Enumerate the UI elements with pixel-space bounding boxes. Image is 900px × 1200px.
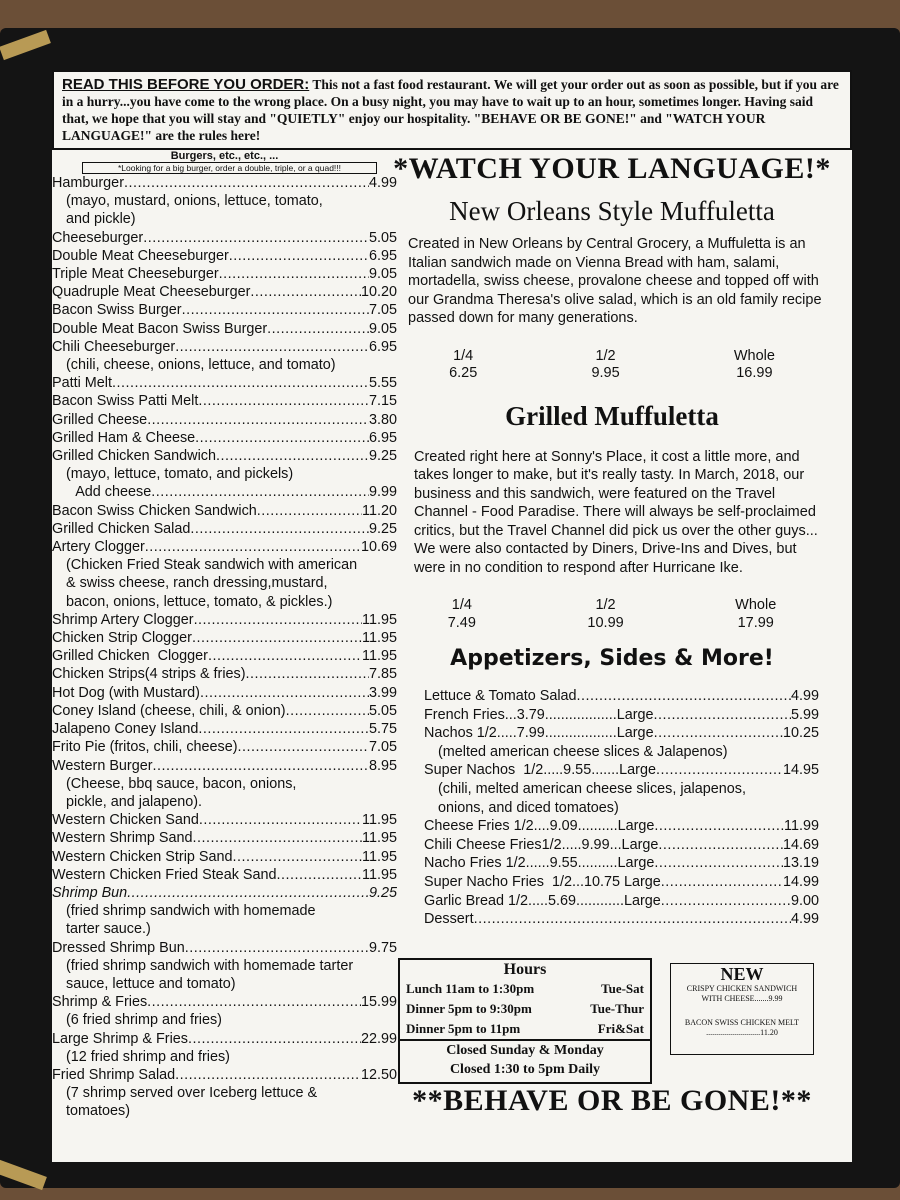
closed-sun-mon: Closed Sunday & Monday <box>446 1043 604 1058</box>
item-price: 11.20 <box>362 502 397 519</box>
item-price: 10.25 <box>782 725 819 742</box>
leader-dots <box>200 684 369 702</box>
item-price: 15.99 <box>360 994 397 1011</box>
menu-item <box>52 720 397 738</box>
menu-item <box>52 738 397 756</box>
menu-item <box>424 836 819 855</box>
item-price: 5.99 <box>790 706 819 723</box>
item-price: 5.05 <box>368 229 397 246</box>
item-name: Western Chicken Strip Sand <box>52 848 233 865</box>
menu-item <box>52 811 397 829</box>
menu-item <box>52 174 397 192</box>
menu-item <box>424 892 819 911</box>
item-name: Frito Pie (fritos, chili, cheese) <box>52 739 238 756</box>
item-price: 6.95 <box>368 338 397 355</box>
item-description: (7 shrimp served over Iceberg lettuce & <box>66 1085 318 1102</box>
leader-dots <box>153 757 369 775</box>
leader-dots <box>143 229 369 247</box>
item-description: (Chicken Fried Steak sandwich with american <box>66 557 358 574</box>
leader-dots <box>277 866 363 884</box>
leader-dots <box>195 429 369 447</box>
item-name: Hamburger <box>52 175 124 191</box>
menu-item <box>52 374 397 392</box>
item-name: French Fries...3.79..................Large <box>424 706 654 723</box>
item-description: tomatoes) <box>66 1103 130 1120</box>
leader-dots <box>208 647 362 665</box>
grilled-muffuletta-title: Grilled Muffuletta <box>505 400 719 431</box>
item-price: 14.69 <box>782 836 819 853</box>
leader-dots <box>250 283 361 301</box>
leader-dots <box>175 1066 361 1084</box>
leader-dots <box>190 520 369 538</box>
menu-item <box>52 447 397 465</box>
item-name: Dessert <box>424 911 474 928</box>
item-name: Grilled Chicken Sandwich <box>52 448 216 465</box>
item-name: Hot Dog (with Mustard) <box>52 684 200 701</box>
item-price: 5.55 <box>368 375 397 392</box>
item-description: and pickle) <box>66 211 136 228</box>
hours-box <box>398 958 652 1084</box>
item-name: Add cheese <box>52 484 152 501</box>
item-name: Grilled Chicken Salad <box>52 520 191 537</box>
right-column <box>392 152 832 929</box>
item-price: 11.95 <box>362 648 397 665</box>
item-price: 11.95 <box>362 848 397 865</box>
item-price: 6.95 <box>368 429 397 446</box>
menu-item <box>52 320 397 338</box>
hours-title: Hours <box>503 961 547 978</box>
leader-dots <box>286 702 369 720</box>
item-name: Coney Island (cheese, chili, & onion) <box>52 702 286 719</box>
item-name: Chicken Strip Clogger <box>52 630 192 647</box>
item-name: Grilled Chicken Clogger <box>52 648 208 665</box>
item-description: (6 fried shrimp and fries) <box>66 1012 222 1029</box>
item-price: 9.05 <box>368 266 397 283</box>
item-name: Dressed Shrimp Bun <box>52 939 185 956</box>
item-price: 5.05 <box>368 702 397 719</box>
grilled-price-half: 1/2 10.99 <box>587 597 624 631</box>
item-name: Super Nacho Fries 1/2...10.75 Large <box>424 873 661 890</box>
leader-dots <box>127 884 369 902</box>
leader-dots <box>661 873 783 892</box>
item-name: Large Shrimp & Fries <box>52 1030 188 1047</box>
menu-item <box>424 706 819 725</box>
leader-dots <box>661 892 791 911</box>
item-description: (chili, cheese, onions, lettuce, and tomato) <box>66 357 336 374</box>
leader-dots <box>147 411 369 429</box>
item-name: Double Meat Cheeseburger <box>52 247 229 264</box>
item-name: Chili Cheese Fries1/2.....9.99...Large <box>424 836 659 853</box>
item-price: 9.00 <box>790 892 819 909</box>
leader-dots <box>112 374 369 392</box>
grilled-muffuletta-description: Created right here at Sonny's Place, it cost a little more, and takes longer to make, but it's really tasty. In March, 2018, our business and this sandwich, were featured on the Travel Channel - Food Paradise. There will always be self-proclaimed critics, but the Travel Channel did pick us over the other guys... We were also contacted by Diners, Drive-Ins and Dives, but were in no condition to respond after Hurricane Ike. <box>414 448 818 576</box>
grilled-muffuletta-prices <box>392 597 832 632</box>
item-price: 4.99 <box>368 175 397 191</box>
notice-lead: READ THIS BEFORE YOU ORDER: <box>62 76 310 93</box>
item-price: 8.95 <box>368 757 397 774</box>
leader-dots <box>654 724 783 743</box>
burgers-list <box>52 174 397 1121</box>
closed-afternoon: Closed 1:30 to 5pm Daily <box>449 1062 601 1077</box>
item-name: Lettuce & Tomato Salad <box>424 688 577 704</box>
item-price: 7.05 <box>368 302 397 319</box>
item-name: Super Nachos 1/2.....9.55.......Large <box>424 762 656 779</box>
leader-dots <box>194 611 362 629</box>
item-price: 11.99 <box>784 818 819 835</box>
menu-item <box>52 647 397 665</box>
item-price: 3.99 <box>368 684 397 701</box>
new-item-bacon-swiss-melt: BACON SWISS CHICKEN MELT <box>684 1018 800 1027</box>
item-price: 9.25 <box>368 884 397 901</box>
leader-dots <box>219 265 369 283</box>
item-name: Double Meat Bacon Swiss Burger <box>52 320 268 337</box>
burgers-header: Burgers, etc., etc., ... <box>170 150 279 162</box>
item-description: bacon, onions, lettuce, tomato, & pickles.) <box>66 593 333 610</box>
new-item-crispy-chicken: CRISPY CHICKEN SANDWICH <box>686 984 798 993</box>
appetizers-title: Appetizers, Sides & More! <box>450 646 774 671</box>
menu-item <box>52 629 397 647</box>
leader-dots <box>193 829 363 847</box>
item-name: Chili Cheeseburger <box>52 338 176 355</box>
item-name: Western Burger <box>52 757 153 774</box>
item-name: Garlic Bread 1/2.....5.69............Large <box>424 892 661 909</box>
menu-item <box>52 301 397 319</box>
item-name: Bacon Swiss Burger <box>52 302 182 319</box>
menu-item <box>52 939 397 957</box>
menu-item <box>424 817 819 836</box>
item-description: onions, and diced tomatoes) <box>438 799 619 816</box>
item-price: 9.25 <box>368 520 397 537</box>
menu-item <box>52 848 397 866</box>
big-burger-note: *Looking for a big burger, order a double, triple, or a quad!!! <box>82 162 377 174</box>
item-name: Triple Meat Cheeseburger <box>52 266 219 283</box>
item-price: 10.20 <box>360 284 397 301</box>
leader-dots <box>188 1030 361 1048</box>
item-description: tarter sauce.) <box>66 921 151 938</box>
leader-dots <box>267 320 369 338</box>
muffuletta-title: New Orleans Style Muffuletta <box>449 196 775 226</box>
item-price: 7.85 <box>368 666 397 683</box>
menu-item <box>52 757 397 775</box>
item-price: 14.95 <box>782 762 819 779</box>
leader-dots <box>151 483 369 501</box>
menu-item <box>52 229 397 247</box>
notice-box <box>52 70 852 150</box>
menu-item <box>52 866 397 884</box>
item-description: (fried shrimp sandwich with homemade <box>66 903 316 920</box>
leader-dots <box>175 338 369 356</box>
leader-dots <box>474 910 791 929</box>
menu-item <box>52 283 397 301</box>
menu-item <box>52 520 397 538</box>
item-price: 4.99 <box>790 688 819 704</box>
muffuletta-prices <box>392 348 832 383</box>
leader-dots <box>199 811 362 829</box>
menu-item <box>52 884 397 902</box>
menu-page <box>52 70 852 1162</box>
item-description: (mayo, lettuce, tomato, and pickels) <box>66 466 294 483</box>
notice-text: This not a fast food restaurant. We will get your order out as soon as possible, but if you are in a hurry...you have come to the wrong place. On a busy night, you may have to wait up to an hour, sometimes longer. Having said that, we hope that you will stay and "QUIETLY" enjoy our hospitality. "BEHAVE OR BE GONE!" and "WATCH YOUR LANGUAGE!" are the rules here! <box>62 77 839 143</box>
leader-dots <box>654 706 791 725</box>
item-price: 9.05 <box>368 320 397 337</box>
leader-dots <box>192 629 362 647</box>
leader-dots <box>124 174 369 192</box>
menu-item <box>424 724 819 743</box>
menu-item <box>424 854 819 873</box>
item-price: 11.95 <box>362 630 397 647</box>
item-price: 14.99 <box>782 873 819 890</box>
behave-slogan: **BEHAVE OR BE GONE!** <box>412 1084 812 1117</box>
menu-item <box>52 665 397 683</box>
item-price: 11.95 <box>362 866 397 883</box>
item-name: Shrimp & Fries <box>52 994 148 1011</box>
menu-item <box>52 483 397 501</box>
muff-price-quarter: 1/4 6.25 <box>449 347 478 381</box>
item-description: (12 fried shrimp and fries) <box>66 1048 230 1065</box>
hours-dinner-weekend-row: Dinner 5pm to 11pm Fri&Sat <box>400 1019 650 1041</box>
menu-item <box>52 392 397 410</box>
item-description: (mayo, mustard, onions, lettuce, tomato, <box>66 193 323 210</box>
item-name: Grilled Ham & Cheese <box>52 429 196 446</box>
binder-corner-top-left <box>0 30 51 60</box>
item-description: & swiss cheese, ranch dressing,mustard, <box>66 575 328 592</box>
leader-dots <box>182 301 369 319</box>
item-name: Bacon Swiss Chicken Sandwich <box>52 502 257 519</box>
leader-dots <box>229 247 369 265</box>
item-price: 11.95 <box>362 812 397 829</box>
item-price: 6.95 <box>368 247 397 264</box>
item-price: 4.99 <box>790 911 819 928</box>
item-name: Western Chicken Fried Steak Sand <box>52 866 277 883</box>
new-item-bacon-swiss-melt-price: ...........................11.20 <box>706 1028 778 1037</box>
item-description: (chili, melted american cheese slices, jalapenos, <box>438 780 746 797</box>
menu-item <box>52 993 397 1011</box>
item-description: (Cheese, bbq sauce, bacon, onions, <box>66 775 297 792</box>
item-price: 11.95 <box>362 611 397 628</box>
item-price: 7.05 <box>368 739 397 756</box>
menu-item <box>52 702 397 720</box>
menu-item <box>52 1066 397 1084</box>
item-name: Bacon Swiss Patti Melt <box>52 393 199 410</box>
menu-item <box>52 611 397 629</box>
menu-item <box>424 761 819 780</box>
menu-item <box>52 1030 397 1048</box>
leader-dots <box>198 720 369 738</box>
menu-item <box>52 684 397 702</box>
new-items-box <box>670 963 814 1055</box>
item-price: 3.80 <box>368 411 397 428</box>
leader-dots <box>246 665 369 683</box>
item-name: Patti Melt <box>52 375 112 392</box>
binder-corner-bottom-left <box>0 1160 47 1190</box>
muff-price-whole: Whole 16.99 <box>733 347 775 381</box>
item-price: 10.69 <box>360 539 397 556</box>
item-description: (fried shrimp sandwich with homemade tarter <box>66 957 354 974</box>
item-name: Jalapeno Coney Island <box>52 721 199 738</box>
leader-dots <box>145 538 361 556</box>
item-name: Fried Shrimp Salad <box>52 1066 176 1083</box>
item-price: 22.99 <box>360 1030 397 1047</box>
item-name: Grilled Cheese <box>52 411 148 428</box>
item-price: 9.75 <box>368 939 397 956</box>
leader-dots <box>216 447 369 465</box>
item-price: 9.99 <box>368 484 397 501</box>
item-name: Nachos 1/2.....7.99..................Large <box>424 725 654 742</box>
leader-dots <box>238 738 369 756</box>
leader-dots <box>654 854 783 873</box>
menu-item <box>424 687 819 706</box>
item-name: Nacho Fries 1/2......9.55..........Large <box>424 855 655 872</box>
new-item-crispy-chicken-price: WITH CHEESE.......9.99 <box>701 994 783 1003</box>
leader-dots <box>656 761 783 780</box>
grilled-price-whole: Whole 17.99 <box>735 597 777 631</box>
grilled-price-quarter: 1/4 7.49 <box>447 597 476 631</box>
new-title: NEW <box>720 964 764 984</box>
leader-dots <box>233 848 363 866</box>
item-name: Cheese Fries 1/2....9.09..........Large <box>424 818 655 835</box>
hours-lunch-row: Lunch 11am to 1:30pm Tue-Sat <box>406 981 644 996</box>
burgers-column <box>52 150 397 1121</box>
item-name: Western Chicken Sand <box>52 812 199 829</box>
item-description: (melted american cheese slices & Jalapenos) <box>438 743 728 760</box>
hours-dinner-weekday-row: Dinner 5pm to 9:30pm Tue-Thur <box>406 1001 644 1016</box>
menu-item <box>424 873 819 892</box>
menu-item <box>52 265 397 283</box>
item-description: pickle, and jalapeno). <box>66 793 203 810</box>
item-price: 11.95 <box>362 830 397 847</box>
leader-dots <box>577 687 791 706</box>
item-name: Shrimp Artery Clogger <box>52 611 194 628</box>
item-name: Western Shrimp Sand <box>52 830 193 847</box>
menu-item <box>52 502 397 520</box>
item-name: Cheeseburger <box>52 229 144 246</box>
item-price: 13.19 <box>782 855 819 872</box>
item-name: Artery Clogger <box>52 539 145 556</box>
item-name: Chicken Strips(4 strips & fries) <box>52 666 246 683</box>
menu-item <box>52 429 397 447</box>
watch-language-slogan: *WATCH YOUR LANGUAGE!* <box>393 152 831 185</box>
leader-dots <box>257 502 362 520</box>
item-price: 5.75 <box>368 721 397 738</box>
item-price: 9.25 <box>368 448 397 465</box>
menu-item <box>424 910 819 929</box>
appetizers-list <box>392 687 819 929</box>
leader-dots <box>658 836 783 855</box>
menu-item <box>52 411 397 429</box>
item-description: sauce, lettuce and tomato) <box>66 975 236 992</box>
leader-dots <box>185 939 369 957</box>
item-name: Shrimp Bun <box>52 884 128 901</box>
leader-dots <box>198 392 369 410</box>
item-price: 7.15 <box>368 393 397 410</box>
menu-item <box>52 829 397 847</box>
muff-price-half: 1/2 9.95 <box>591 347 620 381</box>
muffuletta-description: Created in New Orleans by Central Grocery, a Muffuletta is an Italian sandwich made on Vienna Bread with ham, salami, mortadella, swiss cheese, provalone cheese and topped off with our Grandma Theresa's olive salad, which is an old family recipe passed down for many generations. <box>408 236 822 326</box>
menu-item <box>52 338 397 356</box>
menu-item <box>52 538 397 556</box>
leader-dots <box>147 993 361 1011</box>
item-price: 12.50 <box>360 1066 397 1083</box>
menu-item <box>52 247 397 265</box>
leader-dots <box>654 817 784 836</box>
item-name: Quadruple Meat Cheeseburger <box>52 284 251 301</box>
